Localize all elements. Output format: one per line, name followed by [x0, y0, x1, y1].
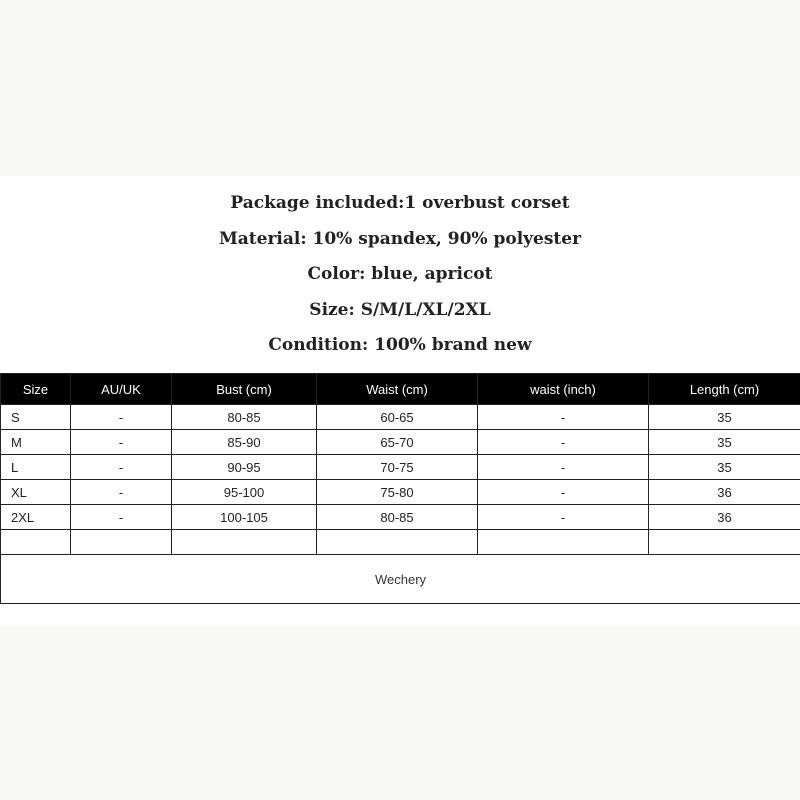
cell-bust: 90-95 — [172, 455, 317, 480]
size-text: Size: S/M/L/XL/2XL — [309, 299, 491, 320]
table-row — [1, 405, 800, 430]
header-size: Size — [1, 374, 71, 405]
cell-size: S — [1, 405, 71, 430]
material-text: Material: 10% spandex, 90% polyester — [218, 228, 582, 249]
cell-waist-inch: - — [478, 405, 649, 430]
size-chart-table — [0, 373, 800, 604]
cell-au-uk: - — [71, 405, 172, 430]
table-row — [1, 455, 800, 480]
cell-au-uk: - — [71, 455, 172, 480]
cell-bust: 100-105 — [172, 505, 317, 530]
cell-size: 2XL — [1, 505, 71, 530]
cell-length: 36 — [649, 480, 800, 505]
cell-waist-cm: 60-65 — [317, 405, 478, 430]
cell-waist-cm: 70-75 — [317, 455, 478, 480]
cell-length: 36 — [649, 505, 800, 530]
cell-length: 35 — [649, 455, 800, 480]
header-length: Length (cm) — [649, 374, 800, 405]
empty-cell — [1, 530, 71, 555]
cell-waist-inch: - — [478, 505, 649, 530]
empty-row — [1, 530, 800, 555]
color-text: Color: blue, apricot — [307, 264, 493, 284]
header-waist-cm: Waist (cm) — [317, 374, 478, 405]
brand-footer: Wechery — [1, 555, 800, 604]
empty-cell — [478, 530, 649, 555]
footer-row — [1, 555, 800, 604]
cell-bust: 95-100 — [172, 480, 317, 505]
empty-cell — [317, 530, 478, 555]
cell-waist-inch: - — [478, 455, 649, 480]
empty-cell — [649, 530, 800, 555]
product-info — [0, 186, 800, 364]
cell-au-uk: - — [71, 480, 172, 505]
header-au-uk: AU/UK — [71, 374, 172, 405]
table-row — [1, 430, 800, 455]
cell-length: 35 — [649, 405, 800, 430]
cell-waist-cm: 75-80 — [317, 480, 478, 505]
condition-text: Condition: 100% brand new — [268, 335, 532, 355]
cell-size: M — [1, 430, 71, 455]
table-row — [1, 505, 800, 530]
cell-size: XL — [1, 480, 71, 505]
header-bust: Bust (cm) — [172, 374, 317, 405]
cell-bust: 85-90 — [172, 430, 317, 455]
empty-cell — [71, 530, 172, 555]
cell-bust: 80-85 — [172, 405, 317, 430]
cell-au-uk: - — [71, 505, 172, 530]
cell-size: L — [1, 455, 71, 480]
table-header-row — [1, 374, 800, 405]
cell-waist-cm: 80-85 — [317, 505, 478, 530]
cell-waist-inch: - — [478, 430, 649, 455]
header-waist-inch: waist (inch) — [478, 374, 649, 405]
table-row — [1, 480, 800, 505]
cell-waist-inch: - — [478, 480, 649, 505]
empty-cell — [172, 530, 317, 555]
cell-waist-cm: 65-70 — [317, 430, 478, 455]
cell-length: 35 — [649, 430, 800, 455]
cell-au-uk: - — [71, 430, 172, 455]
package-included-text: Package included:1 overbust corset — [230, 193, 570, 213]
